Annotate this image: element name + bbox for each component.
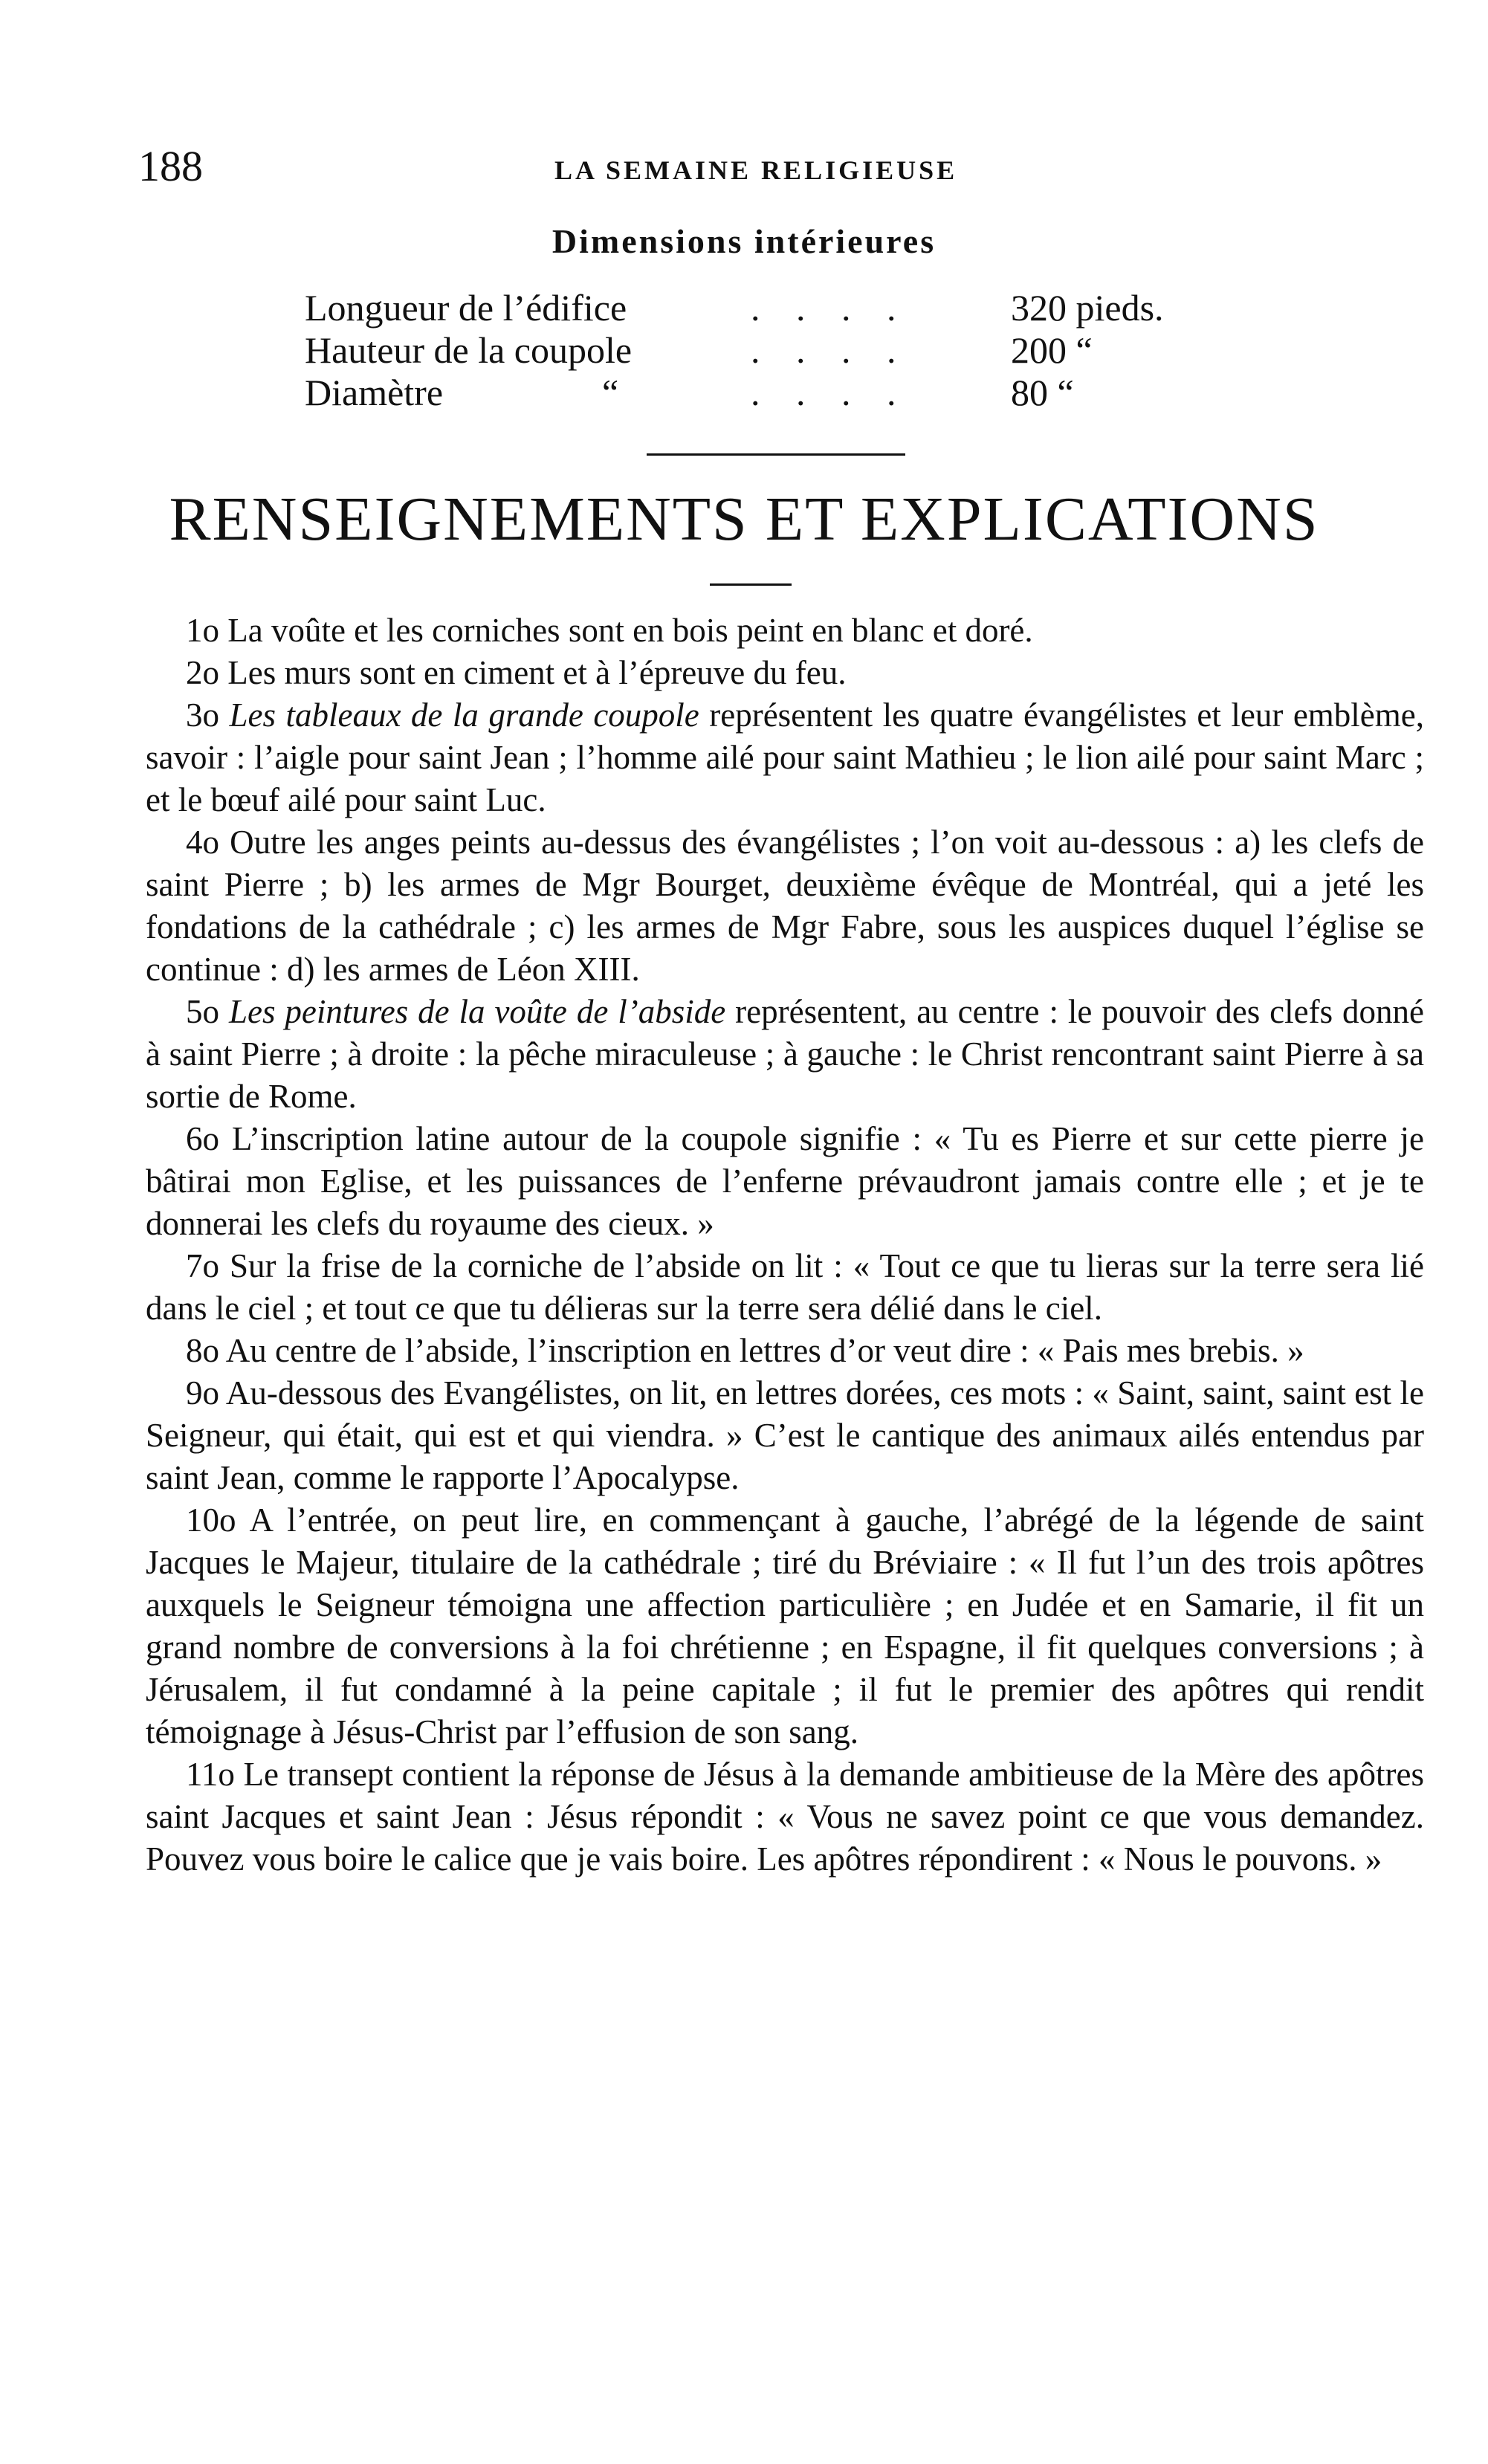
dimension-row <box>305 329 1256 371</box>
paragraph <box>146 1372 1424 1499</box>
paragraph-text: L’inscription latine autour de la coupole signifie : « Tu es Pierre et sur cette pierre je bâtirai mon Eglise, et les puissances de l’enferne prévaudront jamais contre elle ; et je te donnerai les clefs du royaume des cieux. » <box>146 1120 1425 1242</box>
paragraph-text: La voûte et les corniches sont en bois peint en blanc et doré. <box>227 612 1033 649</box>
paragraph-number: 7o <box>186 1247 219 1284</box>
dimension-value: 320 pieds. <box>1011 287 1164 329</box>
paragraph-text: Les murs sont en ciment et à l’épreuve du feu. <box>227 654 847 691</box>
divider-rule <box>647 453 905 456</box>
running-head: LA SEMAINE RELIGIEUSE <box>554 155 958 185</box>
paragraph <box>146 1330 1424 1372</box>
dimension-value: 80 “ <box>1011 372 1074 413</box>
dimension-label: Hauteur de la coupole <box>305 329 633 371</box>
dimension-row <box>305 371 1256 413</box>
paragraph <box>146 694 1424 821</box>
paragraph-text: Outre les anges peints au-dessus des évangélistes ; l’on voit au-dessous : a) les clefs de saint Pierre ; b) les armes de Mgr Bourget, deuxième évêque de Montréal, qui a jeté les fondations de la cathédrale ; c) les armes de Mgr Fabre, sous les auspices duquel l’église se continue : d) les armes de Léon XIII. <box>146 824 1425 988</box>
dimension-value: 200 “ <box>1011 329 1093 371</box>
paragraph-text: représentent les quatre évangélistes et leur emblème, savoir : l’aigle pour saint Jean ; l’homme ailé pour saint Mathieu ; le lion ailé pour saint Marc ; et le bœuf ailé pour saint Luc. <box>146 696 1425 818</box>
paragraph-number: 3o <box>186 696 219 734</box>
paragraph-text: Le transept contient la réponse de Jésus à la demande ambitieuse de la Mère des apôtres saint Jacques et saint Jean : Jésus répondit : « Vous ne savez point ce que vous demandez. Pouvez vous boire le calice que je vais boire. Les apôtres répondirent : « Nous le pouvons. » <box>146 1756 1424 1878</box>
paragraph-number: 2o <box>186 654 219 691</box>
dimension-label: Diamètre <box>305 372 444 413</box>
paragraph <box>146 1499 1424 1753</box>
dimension-leader-dots: . . . . <box>751 329 910 371</box>
section-title: RENSEIGNEMENTS ET EXPLICATIONS <box>169 485 1319 554</box>
paragraph-number: 5o <box>186 993 219 1030</box>
paragraph-number: 11o <box>186 1756 235 1793</box>
paragraph-italic: Les peintures de la voûte de l’abside <box>228 993 726 1030</box>
paragraph <box>146 652 1424 694</box>
dimension-leader-dots: . . . . <box>751 372 910 413</box>
paragraph <box>146 991 1424 1118</box>
paragraph <box>146 821 1424 991</box>
paragraph <box>146 1753 1424 1881</box>
page-header <box>138 141 1454 193</box>
title-underline <box>710 583 792 586</box>
page-number: 188 <box>138 142 203 190</box>
paragraph-number: 8o <box>186 1332 219 1369</box>
dimension-leader-dots: . . . . <box>751 287 910 329</box>
paragraph-text: représentent, au centre : le pouvoir des clefs donné à saint Pierre ; à droite : la pêche miraculeuse ; à gauche : le Christ rencontrant saint Pierre à sa sortie de Rome. <box>146 993 1424 1115</box>
paragraph-number: 10o <box>186 1501 236 1539</box>
dimension-ditto: “ <box>602 372 619 413</box>
paragraph <box>146 609 1424 652</box>
paragraph <box>146 1245 1424 1330</box>
paragraph-number: 1o <box>186 612 219 649</box>
paragraph <box>146 1118 1424 1245</box>
dimension-row <box>305 286 1256 329</box>
body-text <box>146 609 1424 1881</box>
dimension-label: Longueur de l’édifice <box>305 287 627 329</box>
paragraph-number: 4o <box>186 824 219 861</box>
paragraph-text: Sur la frise de la corniche de l’abside on lit : « Tout ce que tu lieras sur la terre sera lié dans le ciel ; et tout ce que tu délieras sur la terre sera délié dans le ciel. <box>146 1247 1424 1327</box>
paragraph-text: Au centre de l’abside, l’inscription en lettres d’or veut dire : « Pais mes brebis. » <box>225 1332 1304 1369</box>
paragraph-text: Au-dessous des Evangélistes, on lit, en lettres dorées, ces mots : « Saint, saint, saint est le Seigneur, qui était, qui est et qui viendra. » C’est le cantique des animaux ailés entendus par saint Jean, comme le rapporte l’Apocalypse. <box>146 1374 1424 1496</box>
paragraph-number: 9o <box>186 1374 219 1412</box>
paragraph-number: 6o <box>186 1120 219 1157</box>
paragraph-text: A l’entrée, on peut lire, en commençant à gauche, l’abrégé de la légende de saint Jacques le Majeur, titulaire de la cathédrale ; tiré du Bréviaire : « Il fut l’un des trois apôtres auxquels le Seigneur témoigna une affection particulière ; en Judée et en Samarie, il fit un grand nombre de conversions à la foi chrétienne ; en Espagne, il fit quelques conversions ; à Jérusalem, il fut condamné à la peine capitale ; il fut le premier des apôtres qui rendit témoignage à Jésus-Christ par l’effusion de son sang. <box>146 1501 1424 1750</box>
dimensions-title: Dimensions intérieures <box>551 222 937 260</box>
paragraph-italic: Les tableaux de la grande coupole <box>229 696 699 734</box>
dimensions-table <box>305 286 1256 413</box>
